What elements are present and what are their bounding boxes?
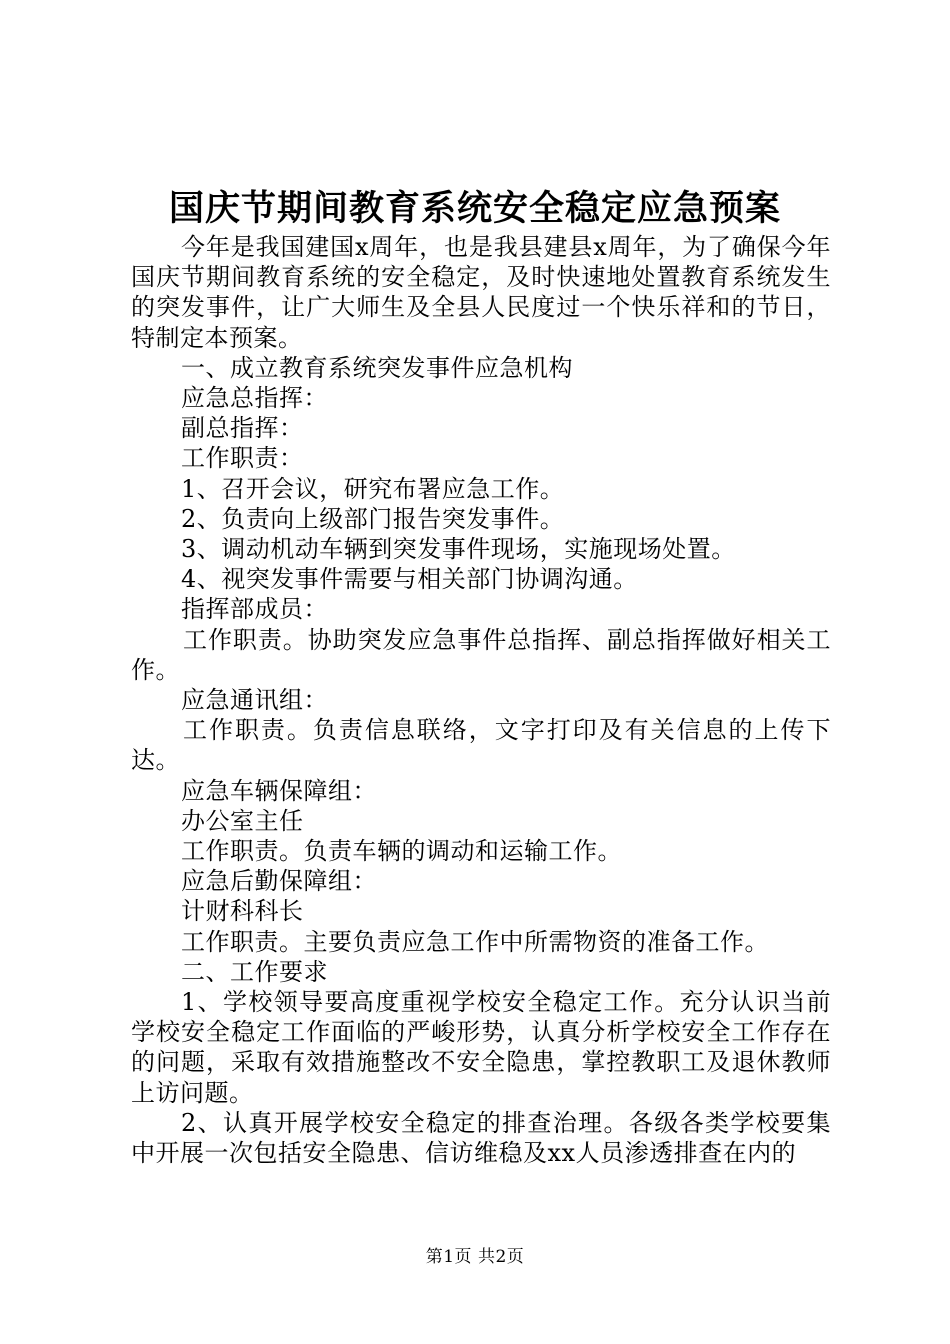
logistics-group-duties: 工作职责。主要负责应急工作中所需物资的准备工作。	[181, 927, 769, 956]
commander-label: 应急总指挥：	[181, 384, 328, 413]
requirement-item-1: 1、学校领导要高度重视学校安全稳定工作。充分认识当前学校安全稳定工作面临的严峻形势，认真分析学校安全工作存在的问题，采取有效措施整改不安全隐患，掌控教职工及退休教师上访问题。	[131, 988, 831, 1107]
comms-group-duties: 工作职责。负责信息联络，文字打印及有关信息的上传下达。	[131, 716, 831, 775]
deputy-commander-label: 副总指挥：	[181, 414, 304, 443]
requirement-item-2: 2、认真开展学校安全稳定的排查治理。各级各类学校要集中开展一次包括安全隐患、信访维稳及xx人员渗透排查在内的	[131, 1108, 831, 1168]
section-heading-1: 一、成立教育系统突发事件应急机构	[181, 353, 573, 382]
intro-paragraph: 今年是我国建国x周年，也是我县建县x周年，为了确保今年国庆节期间教育系统的安全稳定，及时快速地处置教育系统发生的突发事件，让广大师生及全县人民度过一个快乐祥和的节日，特制定本预案。	[131, 233, 831, 352]
logistics-group-label: 应急后勤保障组：	[181, 867, 377, 896]
document-title: 国庆节期间教育系统安全稳定应急预案	[168, 188, 781, 229]
duty-item-4: 4、视突发事件需要与相关部门协调沟通。	[181, 565, 638, 594]
document-body	[131, 232, 831, 1168]
logistics-group-leader: 计财科科长	[181, 897, 304, 926]
duties-label: 工作职责：	[181, 444, 304, 473]
hq-members-label: 指挥部成员：	[181, 595, 328, 624]
duty-item-1: 1、召开会议，研究布署应急工作。	[181, 474, 565, 503]
vehicle-group-duties: 工作职责。负责车辆的调动和运输工作。	[181, 837, 622, 866]
hq-members-duties: 工作职责。协助突发应急事件总指挥、副总指挥做好相关工作。	[131, 625, 831, 684]
duty-item-3: 3、调动机动车辆到突发事件现场，实施现场处置。	[181, 535, 736, 564]
vehicle-group-leader: 办公室主任	[181, 806, 304, 835]
page-footer: 第1页 共2页	[425, 1247, 525, 1267]
comms-group-label: 应急通讯组：	[181, 686, 328, 715]
section-heading-2: 二、工作要求	[181, 957, 328, 986]
vehicle-group-label: 应急车辆保障组：	[181, 776, 377, 805]
duty-item-2: 2、负责向上级部门报告突发事件。	[181, 504, 565, 533]
